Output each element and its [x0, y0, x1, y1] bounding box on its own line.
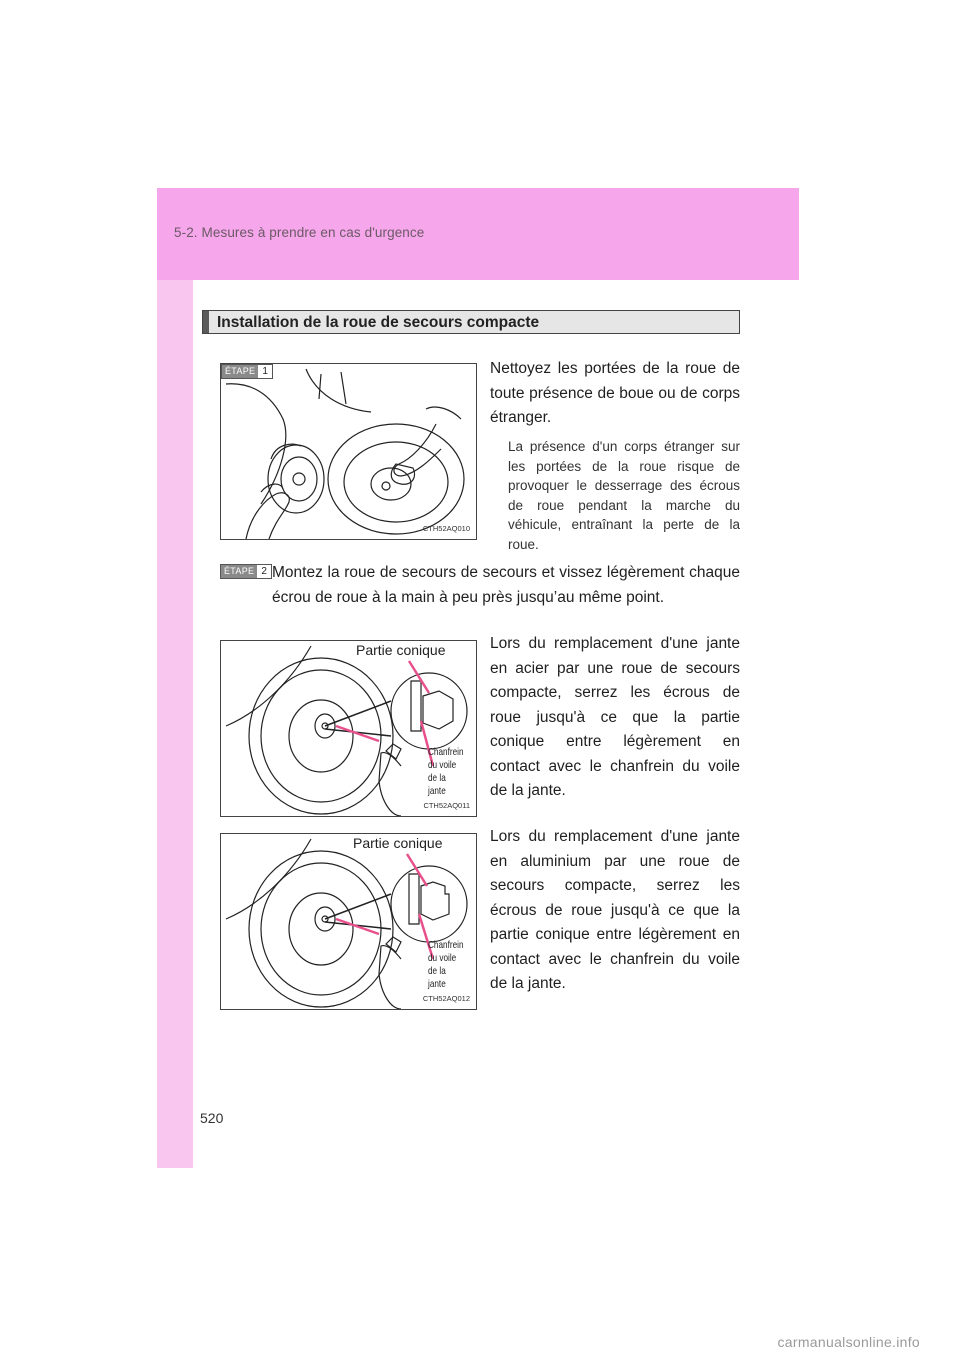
figure-alloy-wheel [220, 833, 477, 1010]
figure-code: CTH52AQ012 [422, 994, 470, 1003]
rim-chamfer-line-2: du voile [428, 759, 457, 771]
step-1-badge [221, 364, 273, 379]
figure-clean-hub [220, 363, 477, 540]
figure-steel-wheel [220, 640, 477, 817]
step-2-text: Montez la roue de secours de secours et vissez légèrement chaque écrou de roue à la main à peu près jusqu’au même point. [272, 564, 740, 606]
step-2-badge-label: ÉTAPE [221, 565, 257, 578]
figure-code: CTH52AQ010 [422, 524, 470, 533]
section-header: 5-2. Mesures à prendre en cas d'urgence [174, 225, 425, 240]
rim-chamfer-line-3: de la jante [428, 965, 446, 990]
step-1-text: Nettoyez les portées de la roue de toute présence de boue ou de corps étranger. [490, 360, 740, 426]
step-1-badge-label: ÉTAPE [222, 365, 258, 378]
step-2-badge-number: 2 [257, 565, 271, 578]
section-title-box [202, 310, 740, 334]
steel-wheel-text: Lors du remplacement d'une jante en acier par une roue de secours compacte, serrez les écrous de roue jusqu'à ce que la partie conique entre légèrement en contact avec le chanfrein du voile de la jante. [490, 635, 740, 799]
side-tab-bar [157, 188, 193, 1168]
cleaning-illustration [221, 364, 476, 539]
tapered-part-label: Partie conique [356, 642, 446, 658]
alloy-wheel-text: Lors du remplacement d'une jante en aluminium par une roue de secours compacte, serrez les écrous de roue jusqu'à ce que la partie conique entre légèrement en contact avec le chanfrein du voile de la jante. [490, 828, 740, 992]
title-marker [203, 311, 209, 333]
rim-chamfer-line-2: du voile [428, 952, 457, 964]
page-number: 520 [200, 1110, 224, 1126]
rim-chamfer-label [428, 939, 465, 991]
section-title: Installation de la roue de secours compacte [217, 314, 540, 331]
tapered-part-label: Partie conique [353, 835, 443, 851]
rim-chamfer-label [428, 746, 465, 798]
rim-chamfer-line-1: Chanfrein [428, 939, 464, 951]
watermark: carmanualsonline.info [777, 1334, 920, 1350]
step-2-badge [220, 564, 272, 579]
figure-code: CTH52AQ011 [423, 801, 470, 810]
rim-chamfer-line-3: de la jante [428, 772, 446, 797]
step-1-badge-number: 1 [258, 365, 272, 378]
rim-chamfer-line-1: Chanfrein [428, 746, 464, 758]
step-1-note: La présence d'un corps étranger sur les portées de la roue risque de provoquer le desserrage des écrous de roue pendant la marche du véhicule, entraînant la perte de la roue. [508, 439, 740, 552]
